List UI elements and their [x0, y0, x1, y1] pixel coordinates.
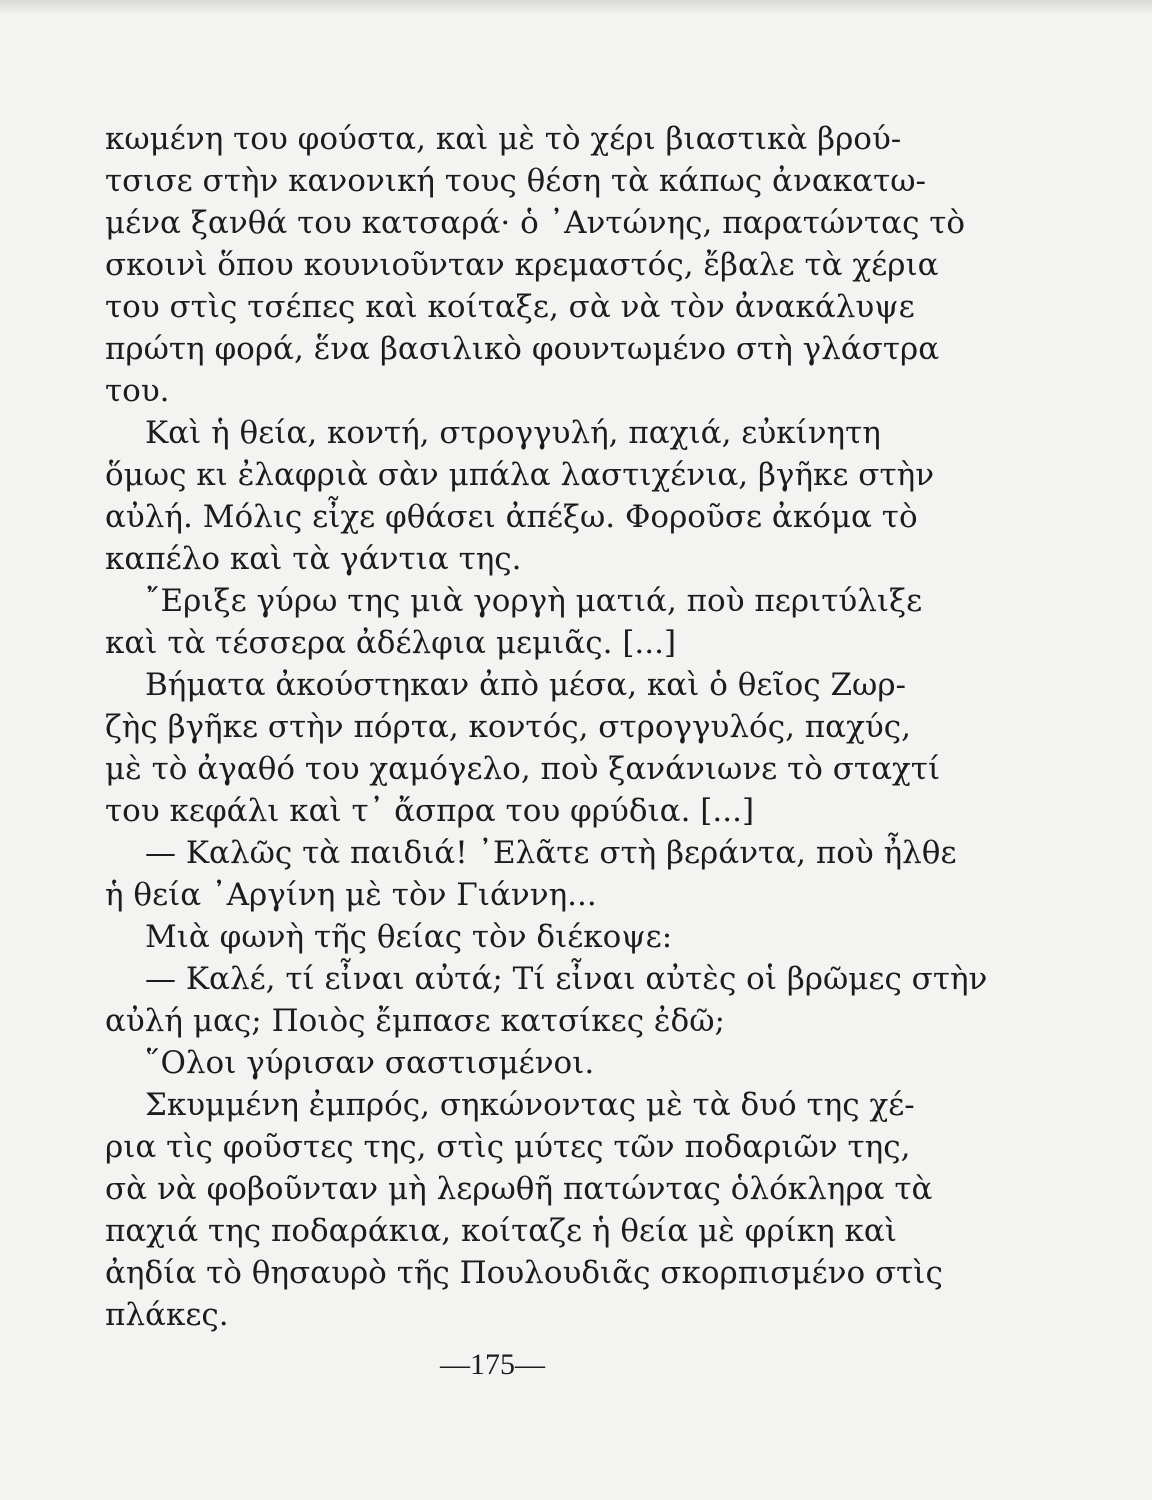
text-line: παχιά της ποδαράκια, κοίταζε ἡ θεία μὲ φρίκη καὶ — [105, 1213, 898, 1249]
text-line: ἡ θεία ᾿Αργίνη μὲ τὸν Γιάννη... — [105, 877, 597, 913]
text-line: Σκυμμένη ἐμπρός, σηκώνοντας μὲ τὰ δυό της χέ- — [145, 1087, 915, 1123]
text-line: σκοινὶ ὅπου κουνιοῦνταν κρεμαστός, ἔβαλε τὰ χέρια — [105, 247, 939, 283]
text-line: του κεφάλι καὶ τ᾿ ἄσπρα του φρύδια. [...] — [105, 793, 755, 829]
text-line: τσισε στὴν κανονική τους θέση τὰ κάπως ἀνακατω- — [105, 163, 926, 199]
text-line: Μιὰ φωνὴ τῆς θείας τὸν διέκοψε: — [145, 919, 673, 955]
text-line: — Καλῶς τὰ παιδιά! ᾿Ελᾶτε στὴ βεράντα, ποὺ ἦλθε — [145, 835, 957, 871]
text-line: κωμένη του φούστα, καὶ μὲ τὸ χέρι βιαστικὰ βρού- — [105, 121, 902, 157]
text-line: Βήματα ἀκούστηκαν ἀπὸ μέσα, καὶ ὁ θεῖος Ζωρ- — [145, 667, 907, 703]
text-line: μένα ξανθά του κατσαρά· ὁ ᾿Αντώνης, παρατώντας τὸ — [105, 205, 966, 241]
text-line: Καὶ ἡ θεία, κοντή, στρογγυλή, παχιά, εὐκίνητη — [145, 415, 881, 451]
text-line: πρώτη φορά, ἕνα βασιλικὸ φουντωμένο στὴ γλάστρα — [105, 331, 940, 367]
text-line: του στὶς τσέπες καὶ κοίταξε, σὰ νὰ τὸν ἀνακάλυψε — [105, 289, 915, 325]
text-line: καὶ τὰ τέσσερα ἀδέλφια μεμιᾶς. [...] — [105, 625, 677, 661]
page-edge-shadow — [0, 0, 1152, 14]
text-line: καπέλο καὶ τὰ γάντια της. — [105, 541, 522, 577]
text-line: ῞Ολοι γύρισαν σαστισμένοι. — [145, 1045, 595, 1081]
text-line: αὐλή μας; Ποιὸς ἔμπασε κατσίκες ἐδῶ; — [105, 1003, 725, 1039]
text-line: — Καλέ, τί εἶναι αὐτά; Τί εἶναι αὐτὲς οἱ βρῶμες στὴν — [145, 961, 988, 997]
text-line: ῎Εριξε γύρω της μιὰ γοργὴ ματιά, ποὺ περιτύλιξε — [145, 583, 923, 619]
text-line: πλάκες. — [105, 1297, 229, 1333]
text-line: ὅμως κι ἐλαφριὰ σὰν μπάλα λαστιχένια, βγῆκε στὴν — [105, 457, 935, 493]
text-line: μὲ τὸ ἀγαθό του χαμόγελο, ποὺ ξανάνιωνε τὸ σταχτί — [105, 751, 941, 787]
text-line: σὰ νὰ φοβοῦνταν μὴ λερωθῆ πατώντας ὁλόκληρα τὰ — [105, 1171, 933, 1207]
text-line: ἀηδία τὸ θησαυρὸ τῆς Πουλουδιᾶς σκορπισμένο στὶς — [105, 1255, 943, 1291]
text-line: αὐλή. Μόλις εἶχε φθάσει ἀπέξω. Φοροῦσε ἀκόμα τὸ — [105, 499, 918, 535]
text-line: του. — [105, 373, 170, 409]
text-line: ζὴς βγῆκε στὴν πόρτα, κοντός, στρογγυλός, παχύς, — [105, 709, 911, 745]
page-number: —175— — [440, 1348, 545, 1381]
text-line: ρια τὶς φοῦστες της, στὶς μύτες τῶν ποδαριῶν της, — [105, 1129, 911, 1165]
